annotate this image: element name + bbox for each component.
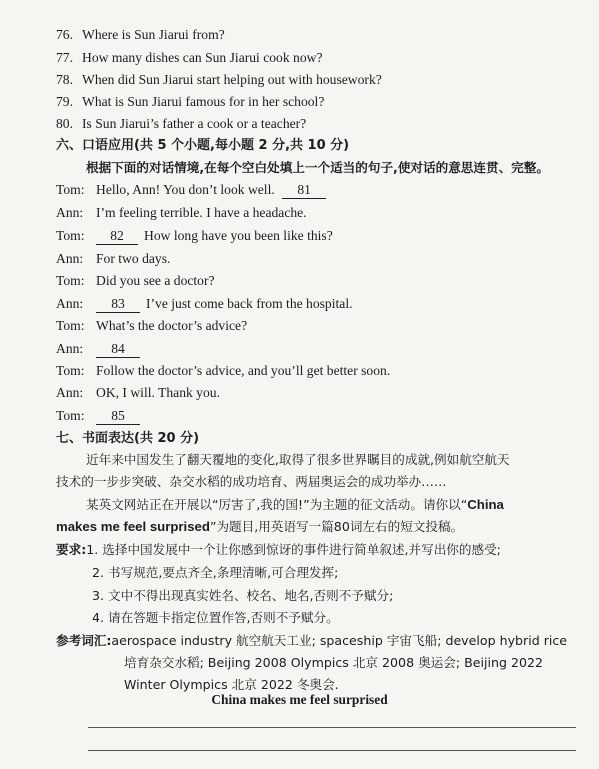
dialogue-line-3 — [56, 228, 333, 245]
speaker: Ann: — [56, 205, 84, 220]
requirements-label: 要求: — [56, 542, 87, 557]
task-text: ”为题目,用英语写一篇80词左右的短文投稿。 — [209, 519, 464, 534]
background-paragraph-line-1: 近年来中国发生了翻天覆地的变化,取得了很多世界瞩目的成就,例如航空航天 — [86, 452, 510, 467]
dialogue-line-1 — [56, 182, 326, 199]
question-number: 76. — [56, 27, 73, 42]
task-paragraph-line-2 — [56, 519, 463, 535]
writing-line[interactable] — [88, 727, 576, 728]
question-number: 79. — [56, 94, 73, 109]
dialogue-text: Hello, Ann! You don’t look well. — [96, 182, 275, 197]
question-76 — [56, 27, 225, 43]
vocabulary-line-1 — [56, 633, 567, 649]
writing-line[interactable] — [88, 750, 576, 751]
section-7-heading: 七、书面表达(共 20 分) — [56, 431, 200, 446]
dialogue-line-2 — [56, 205, 307, 221]
essay-title: China makes me feel surprised — [211, 692, 388, 707]
speaker: Ann: — [56, 251, 84, 266]
requirement-4: 4. 请在答题卡指定位置作答,否则不予赋分。 — [92, 610, 339, 625]
dialogue-text: How long have you been like this? — [144, 228, 333, 243]
vocabulary-label: 参考词汇: — [56, 633, 112, 648]
dialogue-line-4 — [56, 251, 170, 267]
section-6-heading: 六、口语应用(共 5 个小题,每小题 2 分,共 10 分) — [56, 138, 350, 153]
dialogue-text: I’ve just come back from the hospital. — [146, 296, 353, 311]
section-6-instruction: 根据下面的对话情境,在每个空白处填上一个适当的句子,使对话的意思连贯、完整。 — [86, 160, 549, 175]
speaker: Ann: — [56, 341, 84, 356]
vocabulary-line-3: Winter Olympics 北京 2022 冬奥会. — [124, 677, 339, 692]
requirement-3: 3. 文中不得出现真实姓名、校名、地名,否则不予赋分; — [92, 588, 394, 603]
dialogue-line-10 — [56, 385, 220, 401]
dialogue-text: I’m feeling terrible. I have a headache. — [96, 205, 307, 220]
question-number: 77. — [56, 50, 73, 65]
answer-blank-84[interactable]: 84 — [96, 341, 140, 358]
question-text: When did Sun Jiarui start helping out with housework? — [82, 72, 382, 87]
question-78 — [56, 72, 382, 88]
vocabulary-text: aerospace industry 航空航天工业; spaceship 宇宙飞船; develop hybrid rice — [111, 633, 568, 648]
question-number: 78. — [56, 72, 73, 87]
answer-blank-83[interactable]: 83 — [96, 296, 140, 313]
question-text: Where is Sun Jiarui from? — [82, 27, 225, 42]
dialogue-text: Follow the doctor’s advice, and you’ll get better soon. — [96, 363, 391, 378]
answer-blank-85[interactable]: 85 — [96, 408, 140, 425]
task-text: 某英文网站正在开展以“厉害了,我的国!”为主题的征文活动。请你以“ — [86, 497, 468, 512]
speaker: Tom: — [56, 318, 85, 333]
question-80 — [56, 116, 306, 132]
answer-blank-81[interactable]: 81 — [282, 182, 326, 199]
dialogue-line-8 — [56, 341, 140, 358]
dialogue-line-9 — [56, 363, 390, 379]
speaker: Ann: — [56, 296, 84, 311]
question-text: What is Sun Jiarui famous for in her school? — [82, 94, 325, 109]
dialogue-line-6 — [56, 296, 353, 313]
task-title-part: China — [467, 497, 504, 512]
speaker: Tom: — [56, 228, 85, 243]
requirement-1 — [56, 542, 501, 558]
task-title-part: makes me feel surprised — [56, 519, 210, 534]
dialogue-text: For two days. — [96, 251, 171, 266]
speaker: Tom: — [56, 182, 85, 197]
answer-blank-82[interactable]: 82 — [96, 228, 138, 245]
dialogue-line-5 — [56, 273, 215, 289]
background-paragraph-line-2: 技术的一步步突破、杂交水稻的成功培育、两届奥运会的成功举办…… — [56, 474, 447, 489]
speaker: Tom: — [56, 363, 85, 378]
dialogue-text: Did you see a doctor? — [96, 273, 215, 288]
speaker: Tom: — [56, 273, 85, 288]
dialogue-text: OK, I will. Thank you. — [96, 385, 220, 400]
speaker: Ann: — [56, 385, 84, 400]
vocabulary-line-2: 培育杂交水稻; Beijing 2008 Olympics 北京 2008 奥运会; Beijing 2022 — [124, 655, 544, 670]
dialogue-text: What’s the doctor’s advice? — [96, 318, 248, 333]
requirement-text: 1. 选择中国发展中一个让你感到惊讶的事件进行简单叙述,并写出你的感受; — [86, 542, 501, 557]
question-text: How many dishes can Sun Jiarui cook now? — [82, 50, 323, 65]
dialogue-line-7 — [56, 318, 247, 334]
question-77 — [56, 50, 323, 66]
requirement-2: 2. 书写规范,要点齐全,条理清晰,可合理发挥; — [92, 565, 339, 580]
task-paragraph-line-1 — [86, 497, 504, 513]
question-79 — [56, 94, 324, 110]
speaker: Tom: — [56, 408, 85, 423]
dialogue-line-11 — [56, 408, 140, 425]
question-number: 80. — [56, 116, 73, 131]
question-text: Is Sun Jiarui’s father a cook or a teacher? — [82, 116, 307, 131]
